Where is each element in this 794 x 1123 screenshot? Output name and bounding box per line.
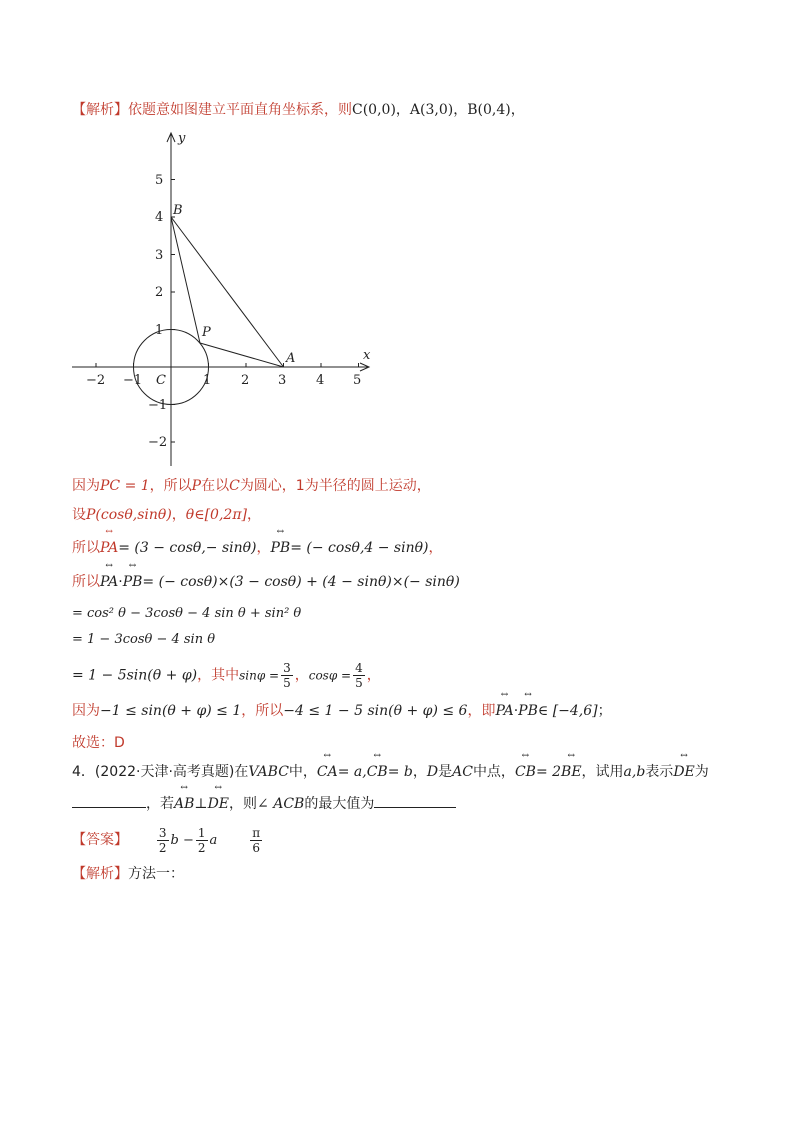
vector-pa: ↔ PA bbox=[100, 538, 118, 558]
vector-pb: ↔ PB bbox=[271, 538, 291, 558]
derivation-line-1: 因为PC = 1，所以P在以C为圆心，1为半径的圆上运动， bbox=[72, 478, 431, 494]
triangle bbox=[171, 217, 284, 367]
derivation-line-2: 设P(cosθ,sinθ)，θ∈[0,2π]， bbox=[72, 507, 261, 523]
label-a: A bbox=[286, 351, 296, 366]
segment-pa bbox=[200, 343, 284, 367]
fraction-3-5: $\frac{3}{5}$ bbox=[283, 661, 291, 690]
x-tick-label: 5 bbox=[353, 373, 362, 388]
analysis-method: 方法一： bbox=[128, 866, 184, 882]
derivation-line-8: 因为−1 ≤ sin(θ + φ) ≤ 1，所以−4 ≤ 1 − 5 sin(θ + φ) ≤ 6，即↔ PA·↔ PB∈ [−4,6]； bbox=[72, 701, 612, 721]
question-4-line-1: 4．(2022·天津·高考真题)在VABC中，↔ CA= a,↔ CB= b，D是AC中点，↔ CB= 2↔ BE，试用a,b表示↔ DE为 bbox=[72, 762, 709, 782]
question-number: 4． bbox=[72, 764, 95, 780]
label-c: C bbox=[156, 373, 166, 388]
x-tick-label: 2 bbox=[241, 373, 250, 388]
analysis-tag-2: 【解析】 bbox=[72, 866, 128, 882]
fraction-1-2: $\frac{1}{2}$ bbox=[197, 825, 206, 855]
x-axis-label: x bbox=[363, 348, 371, 363]
vector-pb: ↔ PB bbox=[518, 701, 538, 721]
question-4-line-2: ，若↔ AB⊥↔ DE，则∠ ACB的最大值为 bbox=[72, 793, 456, 814]
derivation-line-7: = 1 − 5sin(θ + φ)，其中sinφ = $\frac{3}{5}$ ，cosφ = $\frac{4}{5}$ ， bbox=[72, 661, 381, 690]
fraction-3-2: $\frac{3}{2}$ bbox=[158, 825, 167, 855]
axes bbox=[72, 133, 369, 466]
analysis-line-1: 【解析】依题意如图建立平面直角坐标系，则C(0,0)，A(3,0)，B(0,4)， bbox=[72, 102, 525, 118]
x-tick-label: −2 bbox=[86, 373, 106, 388]
fraction-pi-6: $\frac{\pi}{6}$ bbox=[252, 825, 261, 855]
derivation-line-5: = cos² θ − 3cosθ − 4 sin θ + sin² θ bbox=[72, 606, 302, 621]
y-tick-label: −1 bbox=[148, 398, 168, 413]
x-tick-label: 4 bbox=[316, 373, 325, 388]
label-p: P bbox=[202, 325, 211, 340]
y-tick-label: 2 bbox=[155, 285, 164, 300]
vector-pa: ↔ PA bbox=[100, 572, 118, 592]
point-a: A(3,0) bbox=[409, 102, 454, 118]
derivation-line-6: = 1 − 3cosθ − 4 sin θ bbox=[72, 632, 216, 647]
x-tick-label: −1 bbox=[123, 373, 143, 388]
analysis-text: 依题意如图建立平面直角坐标系，则 bbox=[128, 102, 352, 118]
coordinate-figure bbox=[60, 128, 390, 473]
y-tick-label: 3 bbox=[155, 248, 164, 263]
answer-blank-2 bbox=[374, 793, 456, 808]
y-axis-label: y bbox=[178, 131, 186, 146]
label-b: B bbox=[173, 203, 183, 218]
vector-pa: ↔ PA bbox=[495, 701, 513, 721]
y-tick-label: 1 bbox=[155, 323, 164, 338]
choice-answer: D bbox=[114, 735, 125, 751]
vector-pb: ↔ PB bbox=[123, 572, 143, 592]
y-tick-label: 4 bbox=[155, 210, 164, 225]
derivation-line-9: 故选：D bbox=[72, 735, 125, 751]
derivation-line-4: 所以↔ PA·↔ PB= (− cosθ)×(3 − cosθ) + (4 − sinθ)×(− sinθ) bbox=[72, 572, 460, 592]
answer-tag: 【答案】 bbox=[72, 832, 128, 848]
point-b: B(0,4) bbox=[467, 102, 511, 118]
analysis-tag: 【解析】 bbox=[72, 102, 128, 118]
question-source: (2022·天津·高考真题) bbox=[94, 764, 235, 780]
x-tick-label: 3 bbox=[278, 373, 287, 388]
x-tick-label: 1 bbox=[203, 373, 212, 388]
analysis-line-2 bbox=[72, 864, 184, 884]
y-tick-label: −2 bbox=[148, 435, 168, 450]
y-tick-label: 5 bbox=[155, 173, 164, 188]
fraction-4-5: $\frac{4}{5}$ bbox=[355, 661, 363, 690]
derivation-line-3: 所以↔ PA= (3 − cosθ,− sinθ)，↔ PB= (− cosθ,4 − sinθ)， bbox=[72, 538, 443, 558]
point-c: C(0,0) bbox=[352, 102, 396, 118]
answer-line: 【答案】 $\frac{3}{2}$ b − $\frac{1}{2}$ a $\frac{\pi}{6}$ bbox=[72, 825, 261, 855]
answer-blank-1 bbox=[72, 793, 146, 808]
